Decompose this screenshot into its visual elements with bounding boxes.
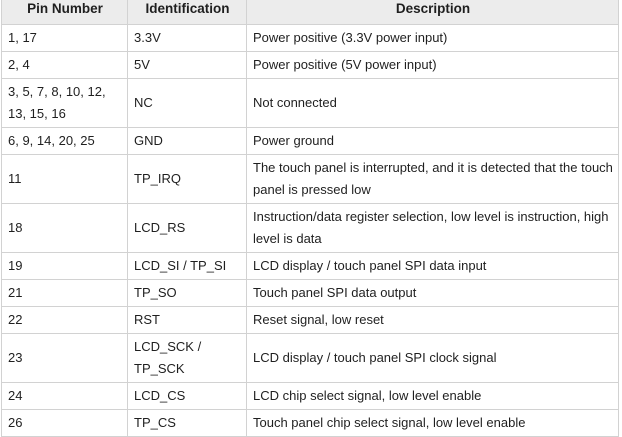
table-row [2,204,619,253]
table-row [2,253,619,280]
description-cell: Power positive (3.3V power input) [247,25,619,52]
identification-cell: LCD_CS [128,383,247,410]
table-body [2,25,619,437]
table-row [2,25,619,52]
identification-cell: LCD_RS [128,204,247,253]
description-cell: Power positive (5V power input) [247,52,619,79]
identification-cell: TP_CS [128,410,247,437]
identification-cell: LCD_SI / TP_SI [128,253,247,280]
description-cell: Reset signal, low reset [247,307,619,334]
table-row [2,128,619,155]
pin-number-cell: 21 [2,280,128,307]
table-row [2,52,619,79]
table-row [2,410,619,437]
identification-cell: NC [128,79,247,128]
description-cell: Power ground [247,128,619,155]
description-cell: LCD chip select signal, low level enable [247,383,619,410]
header-description: Description [247,0,619,25]
table-row [2,79,619,128]
header-row [2,0,619,25]
pin-number-cell: 19 [2,253,128,280]
header-pin-number: Pin Number [2,0,128,25]
identification-cell: RST [128,307,247,334]
pin-number-cell: 11 [2,155,128,204]
identification-cell: 3.3V [128,25,247,52]
table-row [2,383,619,410]
description-cell: LCD display / touch panel SPI data input [247,253,619,280]
identification-cell: TP_IRQ [128,155,247,204]
table-row [2,334,619,383]
description-cell: The touch panel is interrupted, and it is detected that the touch panel is pressed low [247,155,619,204]
table-row [2,307,619,334]
pin-number-cell: 6, 9, 14, 20, 25 [2,128,128,155]
table-row [2,280,619,307]
description-cell: Instruction/data register selection, low level is instruction, high level is data [247,204,619,253]
pin-number-cell: 24 [2,383,128,410]
table-header [2,0,619,25]
pin-number-cell: 3, 5, 7, 8, 10, 12, 13, 15, 16 [2,79,128,128]
pin-number-cell: 2, 4 [2,52,128,79]
pin-number-cell: 1, 17 [2,25,128,52]
pin-number-cell: 18 [2,204,128,253]
pin-table [1,0,619,437]
pin-number-cell: 26 [2,410,128,437]
identification-cell: 5V [128,52,247,79]
header-identification: Identification [128,0,247,25]
description-cell: Not connected [247,79,619,128]
pin-number-cell: 23 [2,334,128,383]
identification-cell: GND [128,128,247,155]
description-cell: Touch panel chip select signal, low level enable [247,410,619,437]
description-cell: LCD display / touch panel SPI clock signal [247,334,619,383]
pin-number-cell: 22 [2,307,128,334]
identification-cell: TP_SO [128,280,247,307]
identification-cell: LCD_SCK / TP_SCK [128,334,247,383]
description-cell: Touch panel SPI data output [247,280,619,307]
table-row [2,155,619,204]
